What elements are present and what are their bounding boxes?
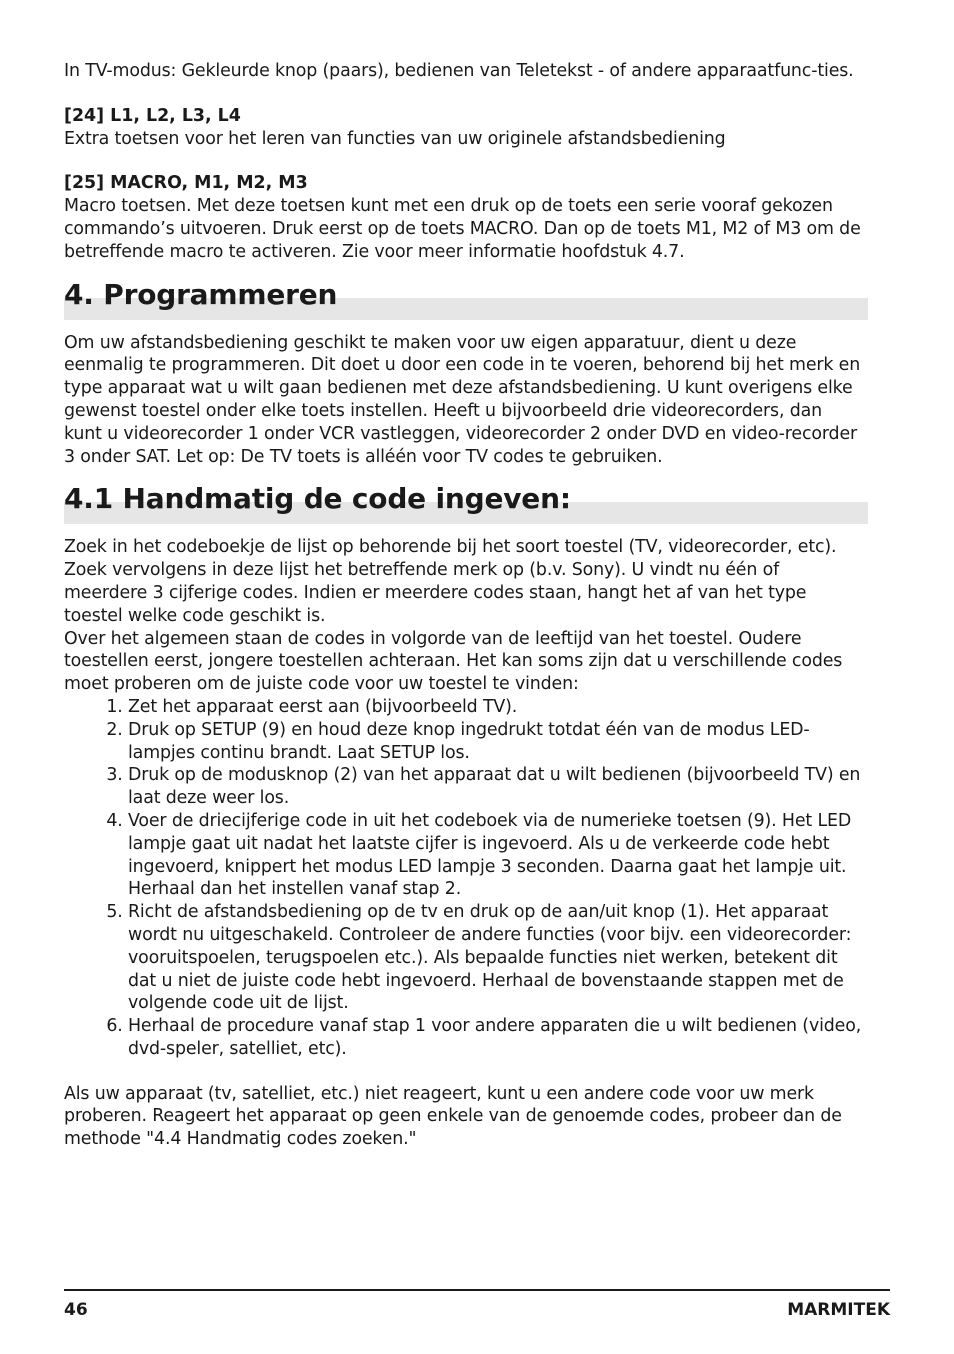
steps-list: [64, 696, 864, 1061]
item-24-text: Extra toetsen voor het leren van functies van uw originele afstandsbediening: [64, 128, 726, 149]
list-item: 5. Richt de afstandsbediening op de tv en druk op de aan/uit knop (1). Het apparaat wordt nu uitgeschakeld. Controleer de andere functies (voor bijv. een videorecorder: vooruitspoelen, terugspoelen etc.). Als bepaalde functies niet werken, betekent dit dat u niet de juiste code hebt ingevoerd. Herhaal de bovenstaande stappen met de volgende code uit de lijst.: [128, 901, 864, 1015]
section-4-text: Om uw afstandsbediening geschikt te maken voor uw eigen apparatuur, dient u deze eenmalig te programmeren. Dit doet u door een code in te voeren, behorend bij het merk en type apparaat wat u wilt gaan bedienen met deze afstandsbediening. U kunt overigens elke gewenst toestel onder elke toets instellen. Heeft u bijvoorbeeld drie videorecorders, dan kunt u videorecorder 1 onder VCR vastleggen, videorecorder 2 onder DVD en video-recorder 3 onder SAT. Let op: De TV toets is alléén voor TV codes te gebruiken.: [64, 332, 861, 467]
section-41-text-1: Zoek in het codeboekje de lijst op behorende bij het soort toestel (TV, videorecorder, etc). Zoek vervolgens in deze lijst het betreffende merk op (b.v. Sony). U vindt nu één of meerdere 3 cijferige codes. Indien er meerdere codes staan, hangt het af van het type toestel welke code geschikt is.: [64, 537, 837, 626]
section-4-body: [64, 332, 864, 469]
section-41-text-2: Over het algemeen staan de codes in volgorde van de leeftijd van het toestel. Oudere toestellen eerst, jongere toestellen achteraan. Het kan soms zijn dat u verschillende codes moet proberen om de juiste code voor uw toestel te vinden:: [64, 628, 843, 695]
page-number: 46: [64, 1300, 88, 1320]
section-4-heading-wrap: [64, 278, 864, 316]
section-41-heading-wrap: [64, 482, 864, 520]
section-41-heading: 4.1 Handmatig de code ingeven:: [64, 482, 571, 516]
intro-text: In TV-modus: Gekleurde knop (paars), bedienen van Teletekst - of andere apparaatfunc-ties.: [64, 61, 854, 81]
item-24-block: [64, 105, 864, 151]
section-41-closing: Als uw apparaat (tv, satelliet, etc.) niet reageert, kunt u een andere code voor uw merk proberen. Reageert het apparaat op geen enkele van de genoemde codes, probeer dan de methode "4.4 Handmatig codes zoeken.": [64, 1083, 842, 1150]
section-41-body: [64, 536, 864, 1151]
page-content: [64, 60, 864, 1151]
intro-block: [64, 60, 864, 83]
item-24-title: [24] L1, L2, L3, L4: [64, 105, 241, 126]
item-25-block: [64, 172, 864, 263]
list-item: 6. Herhaal de procedure vanaf stap 1 voor andere apparaten die u wilt bedienen (video, dvd-speler, satelliet, etc).: [128, 1015, 864, 1061]
list-item: 3. Druk op de modusknop (2) van het apparaat dat u wilt bedienen (bijvoorbeeld TV) en laat deze weer los.: [128, 764, 864, 810]
list-item: 2. Druk op SETUP (9) en houd deze knop ingedrukt totdat één van de modus LED-lampjes continu brandt. Laat SETUP los.: [128, 719, 864, 765]
item-25-title: [25] MACRO, M1, M2, M3: [64, 173, 308, 194]
footer-divider: [64, 1289, 890, 1291]
item-25-text: Macro toetsen. Met deze toetsen kunt met een druk op de toets een serie vooraf gekozen commando’s uitvoeren. Druk eerst op de toets MACRO. Dan op de toets M1, M2 of M3 om de betreffende macro te activeren. Zie voor meer informatie hoofdstuk 4.7.: [64, 196, 861, 262]
section-4-heading: 4. Programmeren: [64, 277, 338, 311]
brand-name: MARMITEK: [787, 1300, 890, 1320]
list-item: 4. Voer de driecijferige code in uit het codeboek via de numerieke toetsen (9). Het LED lampje gaat uit nadat het laatste cijfer is ingevoerd. Als u de verkeerde code hebt ingevoerd, knippert het modus LED lampje 3 seconden. Daarna gaat het lampje uit. Herhaal dan het instellen vanaf stap 2.: [128, 810, 864, 901]
list-item: 1. Zet het apparaat eerst aan (bijvoorbeeld TV).: [128, 696, 864, 719]
